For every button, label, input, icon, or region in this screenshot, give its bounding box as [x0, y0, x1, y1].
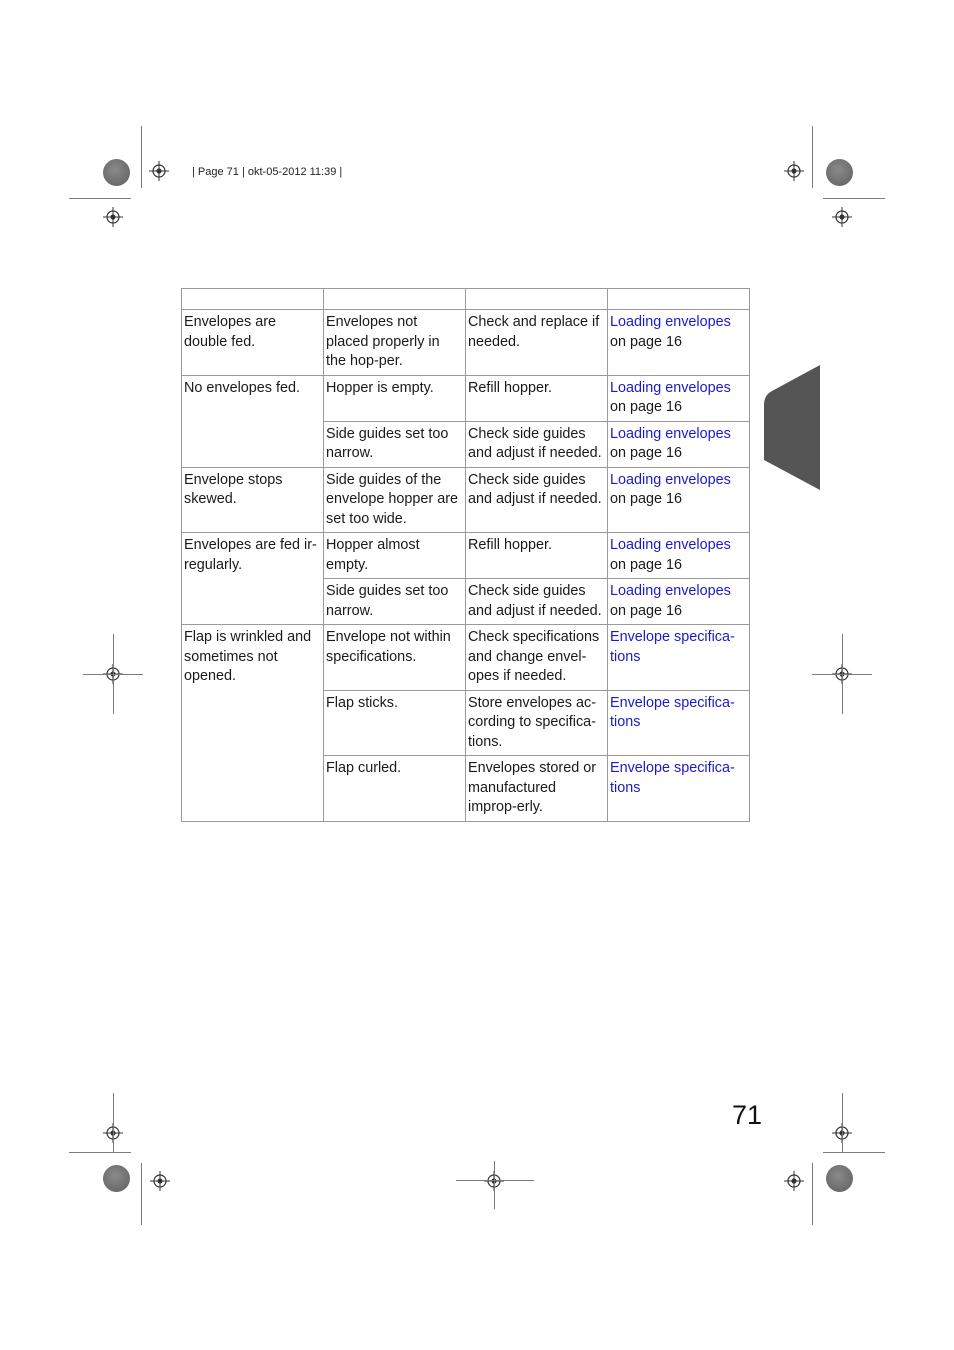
- crop-mark: [842, 1093, 843, 1153]
- problem-cell: No envelopes fed.: [182, 375, 324, 467]
- problem-cell: Envelope stops skewed.: [182, 467, 324, 533]
- crop-mark: [494, 1161, 495, 1209]
- reference-link[interactable]: Envelope specifica-tions: [610, 760, 735, 796]
- action-cell: Check side guides and adjust if needed.: [466, 579, 608, 625]
- registration-mark-icon: [832, 207, 852, 227]
- reference-link[interactable]: Envelope specifica-tions: [610, 629, 735, 665]
- crop-mark: [812, 674, 872, 675]
- crop-mark: [113, 1093, 114, 1153]
- reference-link[interactable]: Loading envelopes: [610, 314, 731, 330]
- reference-link[interactable]: Loading envelopes: [610, 425, 731, 442]
- page-reference: on page 16: [610, 445, 683, 461]
- action-cell: Envelopes stored or manufactured improp-erly.: [466, 756, 608, 822]
- crop-mark: [812, 1163, 813, 1225]
- reference-cell: [608, 533, 750, 579]
- table-row: [182, 625, 750, 691]
- crop-mark: [456, 1180, 534, 1181]
- cause-cell: Hopper is empty.: [324, 375, 466, 421]
- reference-link[interactable]: Loading envelopes: [610, 583, 731, 599]
- printer-dot: [103, 159, 130, 186]
- problem-cell: Envelopes are fed ir-regularly.: [182, 533, 324, 625]
- registration-mark-icon: [149, 161, 169, 181]
- reference-cell: [608, 310, 750, 376]
- table-row: [182, 467, 750, 533]
- crop-mark: [823, 1152, 885, 1153]
- table-header-row: [182, 289, 750, 310]
- crop-mark: [812, 126, 813, 188]
- reference-cell: [608, 625, 750, 691]
- page-reference: on page 16: [610, 333, 683, 350]
- reference-link[interactable]: Loading envelopes: [610, 471, 731, 488]
- page-number: 71: [732, 1100, 763, 1130]
- reference-cell: [608, 375, 750, 421]
- printer-dot: [826, 1165, 853, 1192]
- cause-cell: Flap curled.: [324, 756, 466, 822]
- cause-cell: Side guides set too narrow.: [324, 579, 466, 625]
- cause-cell: Hopper almost empty.: [324, 533, 466, 579]
- reference-link[interactable]: Loading envelopes: [610, 537, 731, 553]
- cause-cell: Envelopes not placed properly in the hop-per.: [324, 310, 466, 376]
- crop-mark: [83, 674, 143, 675]
- table-row: [182, 533, 750, 579]
- reference-cell: [608, 690, 750, 756]
- cause-cell: Side guides set too narrow.: [324, 421, 466, 467]
- action-cell: Refill hopper.: [466, 375, 608, 421]
- crop-mark: [823, 198, 885, 199]
- cause-cell: Flap sticks.: [324, 690, 466, 756]
- action-cell: Check side guides and adjust if needed.: [466, 421, 608, 467]
- problem-cell: Flap is wrinkled and sometimes not opened.: [182, 625, 324, 822]
- page-reference: on page 16: [610, 602, 683, 619]
- registration-mark-icon: [784, 1171, 804, 1191]
- problem-cell: Envelopes are double fed.: [182, 310, 324, 376]
- header-cell: [182, 289, 324, 310]
- printer-dot: [826, 159, 853, 186]
- header-cell: [466, 289, 608, 310]
- printer-dot: [103, 1165, 130, 1192]
- crop-mark: [69, 1152, 131, 1153]
- page-reference: on page 16: [610, 491, 683, 507]
- reference-cell: [608, 579, 750, 625]
- action-cell: Check side guides and adjust if needed.: [466, 467, 608, 533]
- page-reference: on page 16: [610, 399, 683, 415]
- reference-link[interactable]: Loading envelopes: [610, 379, 731, 396]
- page-reference: on page 16: [610, 556, 683, 573]
- table-row: [182, 375, 750, 421]
- reference-cell: [608, 467, 750, 533]
- registration-mark-icon: [150, 1171, 170, 1191]
- table-row: [182, 310, 750, 376]
- crop-mark: [141, 1163, 142, 1225]
- reference-cell: [608, 756, 750, 822]
- crop-mark: [69, 198, 131, 199]
- action-cell: Check and replace if needed.: [466, 310, 608, 376]
- action-cell: Refill hopper.: [466, 533, 608, 579]
- registration-mark-icon: [784, 161, 804, 181]
- registration-mark-icon: [103, 207, 123, 227]
- header-cell: [324, 289, 466, 310]
- reference-cell: [608, 421, 750, 467]
- reference-link[interactable]: Envelope specifica-tions: [610, 694, 735, 730]
- print-slug: | Page 71 | okt-05-2012 11:39 |: [192, 166, 343, 178]
- cause-cell: Side guides of the envelope hopper are set too wide.: [324, 467, 466, 533]
- chapter-tab: [764, 365, 820, 490]
- cause-cell: Envelope not within specifications.: [324, 625, 466, 691]
- header-cell: [608, 289, 750, 310]
- troubleshooting-table: [181, 288, 750, 822]
- crop-mark: [141, 126, 142, 188]
- action-cell: Check specifications and change envel-opes if needed.: [466, 625, 608, 691]
- action-cell: Store envelopes ac-cording to specifica-tions.: [466, 690, 608, 756]
